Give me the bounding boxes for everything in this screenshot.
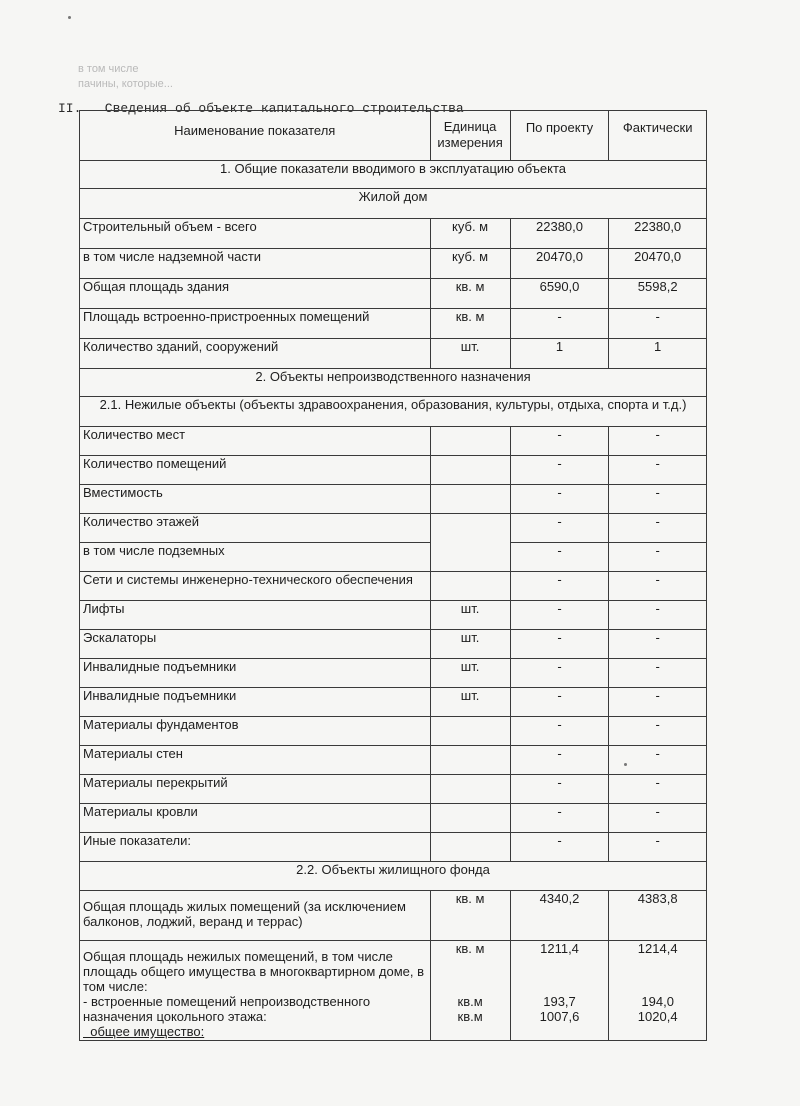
row-unit: куб. м — [430, 219, 510, 249]
table-row — [80, 601, 707, 630]
row-name: Строительный объем - всего — [80, 219, 431, 249]
row-actual: - — [609, 630, 707, 659]
row-name: в том числе надземной части — [80, 249, 431, 279]
row-actual: - — [609, 775, 707, 804]
row-project: - — [510, 601, 609, 630]
row-name: Материалы фундаментов — [80, 717, 431, 746]
row-actual: - — [609, 485, 707, 514]
sub-actual-1: 194,0 — [641, 994, 674, 1009]
table-row — [80, 514, 707, 543]
row-unit: кв. м — [455, 941, 485, 956]
row-unit: кв. м — [430, 279, 510, 309]
scan-speck — [624, 763, 627, 766]
table-row — [80, 249, 707, 279]
row-unit: шт. — [430, 339, 510, 369]
row-project: - — [510, 630, 609, 659]
row-actual: 5598,2 — [609, 279, 707, 309]
row-project: 22380,0 — [510, 219, 609, 249]
row-unit — [430, 717, 510, 746]
row-unit: шт. — [430, 601, 510, 630]
row-project: - — [510, 456, 609, 485]
row-actual: 20470,0 — [609, 249, 707, 279]
table-row — [80, 485, 707, 514]
row-name: Материалы кровли — [80, 804, 431, 833]
row-actual: - — [609, 804, 707, 833]
row-project: - — [510, 485, 609, 514]
nonliving-line-3: общее имущество: — [83, 1024, 205, 1039]
table-row — [80, 456, 707, 485]
row-actual-block — [609, 941, 707, 1041]
section-2-1-title: 2.1. Нежилые объекты (объекты здравоохранения, образования, культуры, отдыха, спорта и т.д.) — [80, 397, 707, 427]
table-row — [80, 309, 707, 339]
row-actual: - — [609, 572, 707, 601]
row-name: Общая площадь жилых помещений (за исключением балконов, лоджий, веранд и террас) — [80, 891, 431, 941]
sub-project-1: 193,7 — [543, 994, 576, 1009]
row-unit: шт. — [430, 659, 510, 688]
row-unit: шт. — [430, 630, 510, 659]
row-project: - — [510, 775, 609, 804]
table-row — [80, 219, 707, 249]
row-actual: 4383,8 — [609, 891, 707, 941]
row-actual: - — [609, 601, 707, 630]
row-actual: 1 — [609, 339, 707, 369]
capital-construction-table — [79, 110, 707, 1041]
row-name: Площадь встроенно-пристроенных помещений — [80, 309, 431, 339]
table-row — [80, 427, 707, 456]
row-name: Материалы стен — [80, 746, 431, 775]
row-project: - — [510, 833, 609, 862]
table-row — [80, 572, 707, 601]
row-project: - — [510, 543, 609, 572]
section-2-title: 2. Объекты непроизводственного назначения — [80, 369, 707, 397]
sub-unit-1: кв.м — [457, 994, 483, 1009]
table-row — [80, 543, 707, 572]
row-unit — [430, 456, 510, 485]
row-name: Количество помещений — [80, 456, 431, 485]
row-project: 6590,0 — [510, 279, 609, 309]
row-name: Материалы перекрытий — [80, 775, 431, 804]
row-actual: 22380,0 — [609, 219, 707, 249]
row-project: - — [510, 309, 609, 339]
row-name: Количество зданий, сооружений — [80, 339, 431, 369]
row-name: в том числе подземных — [80, 543, 431, 572]
row-actual: - — [609, 659, 707, 688]
row-unit — [430, 485, 510, 514]
row-name: Вместимость — [80, 485, 431, 514]
row-project: - — [510, 717, 609, 746]
section-row — [80, 189, 707, 219]
table-row — [80, 717, 707, 746]
row-project: - — [510, 427, 609, 456]
row-unit — [430, 833, 510, 862]
table-row — [80, 833, 707, 862]
row-project: - — [510, 688, 609, 717]
row-actual: - — [609, 833, 707, 862]
nonliving-line-2: - встроенные помещений непроизводственного назначения цокольного этажа: — [83, 994, 371, 1024]
row-unit-block — [430, 941, 510, 1041]
row-name: Инвалидные подъемники — [80, 659, 431, 688]
table-row — [80, 279, 707, 309]
table-row — [80, 891, 707, 941]
row-unit-merged — [430, 514, 510, 572]
row-name: Эскалаторы — [80, 630, 431, 659]
row-project: - — [510, 659, 609, 688]
row-name: Количество этажей — [80, 514, 431, 543]
section-row — [80, 161, 707, 189]
row-name: Сети и системы инженерно-технического обеспечения — [80, 572, 431, 601]
row-unit: кв. м — [430, 891, 510, 941]
row-project: 20470,0 — [510, 249, 609, 279]
row-unit: шт. — [430, 688, 510, 717]
header-name: Наименование показателя — [80, 111, 431, 161]
row-name: Иные показатели: — [80, 833, 431, 862]
header-row — [80, 111, 707, 161]
row-project: - — [510, 804, 609, 833]
table-row — [80, 775, 707, 804]
row-unit — [430, 572, 510, 601]
table-row — [80, 746, 707, 775]
row-actual: - — [609, 543, 707, 572]
row-actual: - — [609, 514, 707, 543]
header-unit: Единица измерения — [430, 111, 510, 161]
row-unit — [430, 427, 510, 456]
row-unit: кв. м — [430, 309, 510, 339]
faded-background-text — [78, 62, 638, 92]
row-project-block — [510, 941, 609, 1041]
section-row — [80, 397, 707, 427]
table-row — [80, 339, 707, 369]
header-project: По проекту — [510, 111, 609, 161]
ghost-line: пачины, которые... — [78, 78, 173, 90]
row-actual: - — [609, 309, 707, 339]
table-row — [80, 688, 707, 717]
section-2-2-title: 2.2. Объекты жилищного фонда — [80, 862, 707, 891]
row-project: - — [510, 746, 609, 775]
ghost-line: в том числе — [78, 63, 139, 75]
sub-actual-2: 1020,4 — [637, 1009, 678, 1024]
row-actual: - — [609, 427, 707, 456]
scan-speck — [68, 16, 71, 19]
nonliving-line-1: Общая площадь нежилых помещений, в том числе площадь общего имущества в многоквартирном доме, в том числе: — [83, 949, 425, 994]
row-project: - — [510, 572, 609, 601]
row-project: 4340,2 — [510, 891, 609, 941]
row-actual: - — [609, 688, 707, 717]
section-1-title: 1. Общие показатели вводимого в эксплуатацию объекта — [80, 161, 707, 189]
row-unit — [430, 804, 510, 833]
row-name-block — [80, 941, 431, 1041]
row-project: - — [510, 514, 609, 543]
row-unit — [430, 746, 510, 775]
sub-project-2: 1007,6 — [539, 1009, 580, 1024]
row-project: 1211,4 — [540, 941, 579, 956]
row-actual: - — [609, 456, 707, 485]
row-name: Количество мест — [80, 427, 431, 456]
row-project: 1 — [510, 339, 609, 369]
row-unit: куб. м — [430, 249, 510, 279]
row-name: Общая площадь здания — [80, 279, 431, 309]
row-actual: - — [609, 746, 707, 775]
section-row — [80, 862, 707, 891]
section-row — [80, 369, 707, 397]
table-row — [80, 659, 707, 688]
sub-unit-2: кв.м — [457, 1009, 483, 1024]
section-title: II. Сведения об объекте капитального строительства — [58, 101, 464, 116]
row-actual: 1214,4 — [637, 941, 678, 956]
table-row — [80, 804, 707, 833]
row-actual: - — [609, 717, 707, 746]
section-1-subtitle: Жилой дом — [80, 189, 707, 219]
row-name: Инвалидные подъемники — [80, 688, 431, 717]
table-row — [80, 630, 707, 659]
row-name: Лифты — [80, 601, 431, 630]
row-unit — [430, 775, 510, 804]
table-row — [80, 941, 707, 1041]
header-actual: Фактически — [609, 111, 707, 161]
